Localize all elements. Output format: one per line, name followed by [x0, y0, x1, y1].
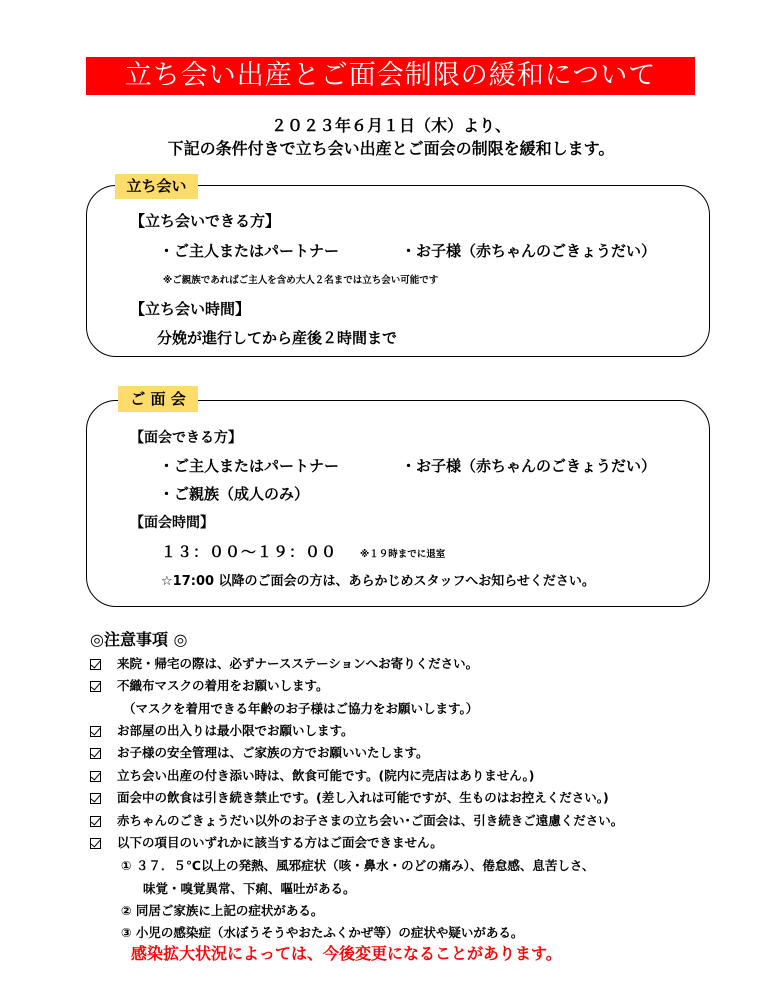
note-item-7: 赤ちゃんのごきょうだい以外のお子さまの立ち会い･ご面会は、引き続きご遠慮ください。: [117, 813, 624, 828]
checkbox-icon: [90, 838, 101, 849]
condition-1-cont: 味覚・嗅覚異常、下痢、嘔吐がある。: [143, 881, 356, 896]
note-item-2: 不織布マスクの着用をお願いします。: [117, 678, 329, 693]
note-item-2-sub: （マスクを着用できる年齢のお子様はご協力をお願いします。）: [123, 701, 479, 716]
tachiai-who-heading: 【立ち会いできる方】: [130, 212, 281, 230]
intro-date-line: ２０２３年６月１日（木）より、: [270, 116, 511, 135]
tachiai-who-item2: ・お子様（赤ちゃんのごきょうだい）: [401, 242, 657, 260]
checkbox-icon: [90, 748, 101, 759]
note-item-1: 来院・帰宅の際は、必ずナースステーションへお寄りください。: [117, 656, 479, 671]
checkbox-icon: [90, 816, 101, 827]
checkbox-icon: [90, 771, 101, 782]
menkai-star-note: ☆17:00 以降のご面会の方は、あらかじめスタッフへお知らせください。: [161, 574, 595, 589]
menkai-time-text: １３：００～１９：００: [161, 543, 338, 561]
warning-text: 感染拡大状況によっては、今後変更になることがあります。: [131, 944, 562, 963]
notes-heading: ◎注意事項 ◎: [90, 630, 188, 649]
note-item-3: お部屋の出入りは最小限でお願いします。: [117, 723, 354, 738]
tachiai-who-item1: ・ご主人またはパートナー: [159, 242, 340, 260]
checkbox-icon: [90, 793, 101, 804]
checkbox-icon: [90, 659, 101, 670]
menkai-who-heading: 【面会できる方】: [130, 430, 242, 446]
checkbox-icon: [90, 681, 101, 692]
tachiai-tag: 立ち会い: [115, 174, 198, 199]
tachiai-time-text: 分娩が進行してから産後２時間まで: [157, 329, 398, 347]
note-item-6: 面会中の飲食は引き続き禁止です。(差し入れは可能ですが、生ものはお控えください。): [117, 790, 609, 805]
page-title: 立ち会い出産とご面会制限の緩和について: [86, 57, 695, 95]
note-item-8: 以下の項目のいずれかに該当する方はご面会できません。: [117, 835, 443, 850]
menkai-who-item3: ・ご親族（成人のみ）: [159, 485, 310, 503]
menkai-tag: ご 面 会: [118, 386, 198, 412]
tachiai-time-heading: 【立ち会い時間】: [130, 300, 251, 318]
condition-3: ③ 小児の感染症（水ぼうそうやおたふくかぜ等）の症状や疑いがある。: [121, 925, 524, 940]
note-item-5: 立ち会い出産の付き添い時は、飲食可能です。(院内に売店はありません。): [117, 768, 535, 783]
intro-text-line: 下記の条件付きで立ち会い出産とご面会の制限を緩和します。: [167, 139, 615, 158]
checkbox-icon: [90, 726, 101, 737]
condition-2: ② 同居ご家族に上記の症状がある。: [121, 903, 324, 918]
condition-1: ① ３７．５℃以上の発熱、風邪症状（咳・鼻水・のどの痛み）、倦怠感、息苦しさ、: [121, 858, 595, 873]
note-item-4: お子様の安全管理は、ご家族の方でお願いいたします。: [117, 745, 429, 760]
menkai-who-item1: ・ご主人またはパートナー: [159, 457, 340, 475]
menkai-time-note: ※１９時までに退室: [360, 549, 446, 560]
tachiai-who-note: ※ご親族であればご主人を含め大人２名までは立ち会い可能です: [163, 275, 439, 286]
menkai-who-item2: ・お子様（赤ちゃんのごきょうだい）: [401, 457, 657, 475]
menkai-time-heading: 【面会時間】: [130, 515, 214, 531]
